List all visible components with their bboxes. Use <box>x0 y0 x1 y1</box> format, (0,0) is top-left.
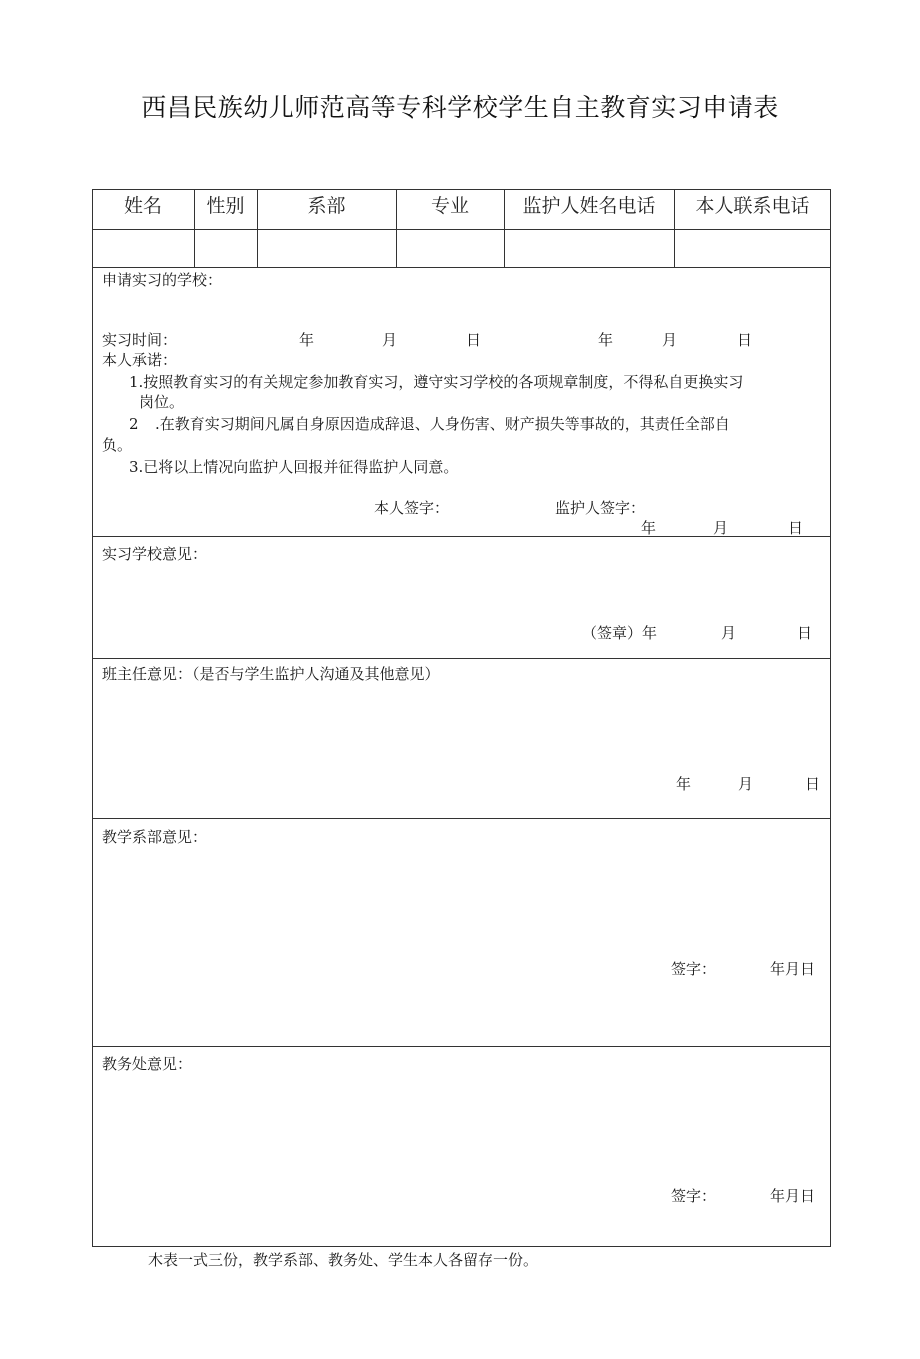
department-signature-label: 签字： <box>671 960 717 978</box>
start-day: 日 <box>466 331 482 349</box>
gender-field[interactable] <box>195 230 257 267</box>
footer-note: 木表一式三份，教学系部、教务处、学生本人各留存一份。 <box>148 1251 539 1269</box>
self-signature-label: 本人签字： <box>374 499 450 517</box>
header-own-phone: 本人联系电话 <box>695 195 810 217</box>
name-field[interactable] <box>93 230 194 267</box>
pledge-item-1-continued: 岗位。 <box>139 393 185 411</box>
school-label: 申请实习的学校： <box>102 271 223 289</box>
affairs-opinion-label: 教务处意见： <box>102 1055 193 1073</box>
pledge-label: 本人承诺： <box>102 351 178 369</box>
header-major: 专业 <box>430 195 469 217</box>
pledge-date-year: 年 <box>641 519 657 537</box>
affairs-date: 年月日 <box>770 1187 816 1205</box>
school-opinion-month: 月 <box>721 624 737 642</box>
teacher-opinion-label: 班主任意见：（是否与学生监护人沟通及其他意见） <box>102 665 440 683</box>
school-opinion-day: 日 <box>797 624 813 642</box>
pledge-date-month: 月 <box>713 519 729 537</box>
section-divider <box>92 818 831 819</box>
department-field[interactable] <box>258 230 396 267</box>
row-divider <box>92 267 831 268</box>
header-department: 系部 <box>307 195 346 217</box>
header-guardian-contact: 监护人姓名电话 <box>522 195 656 217</box>
header-name: 姓名 <box>123 195 162 217</box>
page-title: 西昌民族幼儿师范高等专科学校学生自主教育实习申请表 <box>141 93 779 122</box>
pledge-date-day: 日 <box>788 519 804 537</box>
major-field[interactable] <box>397 230 504 267</box>
section-divider <box>92 658 831 659</box>
pledge-item-3: 3.已将以上情况向监护人回报并征得监护人同意。 <box>129 458 459 476</box>
start-month: 月 <box>382 331 398 349</box>
time-label: 实习时间： <box>102 331 178 349</box>
pledge-item-2-number: 2 <box>129 415 139 433</box>
teacher-opinion-month: 月 <box>738 775 754 793</box>
end-day: 日 <box>737 331 753 349</box>
teacher-opinion-day: 日 <box>805 775 821 793</box>
guardian-contact-field[interactable] <box>505 230 674 267</box>
own-phone-field[interactable] <box>675 230 830 267</box>
school-opinion-label: 实习学校意见： <box>102 545 208 563</box>
pledge-item-2-continued: 负。 <box>102 436 133 454</box>
guardian-signature-label: 监护人签字： <box>555 499 646 517</box>
department-date: 年月日 <box>770 960 816 978</box>
form-table-border <box>92 189 831 1247</box>
school-opinion-seal-year: （签章）年 <box>582 624 658 642</box>
affairs-signature-label: 签字： <box>671 1187 717 1205</box>
end-month: 月 <box>662 331 678 349</box>
pledge-item-2: .在教育实习期间凡属自身原因造成辞退、人身伤害、财产损失等事故的，其责任全部自 <box>155 415 730 433</box>
teacher-opinion-year: 年 <box>676 775 692 793</box>
pledge-item-1: 1.按照教育实习的有关规定参加教育实习，遵守实习学校的各项规章制度，不得私自更换实习 <box>129 373 744 391</box>
header-gender: 性别 <box>206 195 245 217</box>
section-divider <box>92 1046 831 1047</box>
end-year: 年 <box>598 331 614 349</box>
start-year: 年 <box>299 331 315 349</box>
department-opinion-label: 教学系部意见： <box>102 828 208 846</box>
